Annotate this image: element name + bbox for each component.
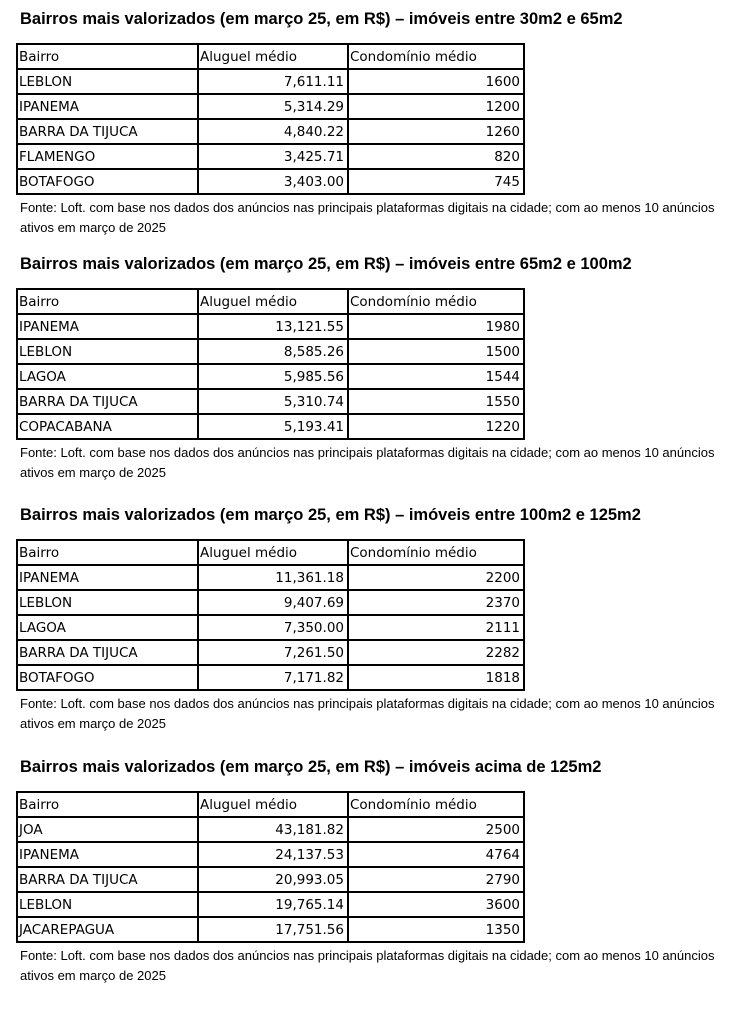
header-aluguel-medio: Aluguel médio [198,289,348,314]
cell-condominio-medio: 745 [348,169,524,194]
cell-bairro: COPACABANA [17,414,198,439]
cell-bairro: LAGOA [17,615,198,640]
header-aluguel-medio: Aluguel médio [198,540,348,565]
cell-bairro: LEBLON [17,69,198,94]
cell-bairro: LAGOA [17,364,198,389]
cell-bairro: IPANEMA [17,842,198,867]
cell-aluguel-medio: 5,193.41 [198,414,348,439]
cell-aluguel-medio: 4,840.22 [198,119,348,144]
cell-aluguel-medio: 7,261.50 [198,640,348,665]
table-row [17,94,524,119]
header-condominio-medio: Condomínio médio [348,289,524,314]
section-title: Bairros mais valorizados (em março 25, em R$) – imóveis entre 30m2 e 65m2 [20,10,623,28]
cell-condominio-medio: 3600 [348,892,524,917]
table-section [20,9,730,238]
source-note: Fonte: Loft. com base nos dados dos anúncios nas principais plataformas digitais na cidade; com ao menos 10 anúncios ativos em março de 2025 [20,948,715,983]
table-row [17,917,524,942]
cell-aluguel-medio: 17,751.56 [198,917,348,942]
rent-table [16,539,525,691]
cell-bairro: BARRA DA TIJUCA [17,640,198,665]
cell-condominio-medio: 2282 [348,640,524,665]
table-header-row [17,289,524,314]
table-row [17,389,524,414]
cell-aluguel-medio: 9,407.69 [198,590,348,615]
table-row [17,314,524,339]
table-row [17,665,524,690]
cell-bairro: IPANEMA [17,94,198,119]
cell-condominio-medio: 1818 [348,665,524,690]
cell-condominio-medio: 1980 [348,314,524,339]
table-row [17,590,524,615]
table-row [17,339,524,364]
cell-bairro: LEBLON [17,590,198,615]
header-condominio-medio: Condomínio médio [348,792,524,817]
cell-condominio-medio: 1550 [348,389,524,414]
rent-table [16,43,525,195]
cell-condominio-medio: 2500 [348,817,524,842]
cell-aluguel-medio: 19,765.14 [198,892,348,917]
table-row [17,565,524,590]
header-condominio-medio: Condomínio médio [348,44,524,69]
cell-condominio-medio: 2370 [348,590,524,615]
header-aluguel-medio: Aluguel médio [198,44,348,69]
table-row [17,892,524,917]
cell-aluguel-medio: 5,985.56 [198,364,348,389]
cell-bairro: FLAMENGO [17,144,198,169]
cell-bairro: JACAREPAGUA [17,917,198,942]
rent-table [16,791,525,943]
cell-aluguel-medio: 8,585.26 [198,339,348,364]
cell-aluguel-medio: 3,403.00 [198,169,348,194]
cell-bairro: IPANEMA [17,565,198,590]
table-row [17,119,524,144]
header-bairro: Bairro [17,792,198,817]
cell-bairro: BARRA DA TIJUCA [17,867,198,892]
table-row [17,640,524,665]
header-aluguel-medio: Aluguel médio [198,792,348,817]
cell-bairro: BARRA DA TIJUCA [17,119,198,144]
source-note: Fonte: Loft. com base nos dados dos anúncios nas principais plataformas digitais na cidade; com ao menos 10 anúncios ativos em março de 2025 [20,696,715,731]
cell-aluguel-medio: 24,137.53 [198,842,348,867]
cell-bairro: JOA [17,817,198,842]
cell-bairro: BOTAFOGO [17,665,198,690]
table-header-row [17,44,524,69]
cell-bairro: LEBLON [17,892,198,917]
cell-condominio-medio: 2200 [348,565,524,590]
cell-condominio-medio: 1600 [348,69,524,94]
cell-aluguel-medio: 5,314.29 [198,94,348,119]
section-title: Bairros mais valorizados (em março 25, em R$) – imóveis entre 65m2 e 100m2 [20,255,632,273]
cell-condominio-medio: 1260 [348,119,524,144]
cell-bairro: LEBLON [17,339,198,364]
table-row [17,615,524,640]
table-header-row [17,792,524,817]
table-row [17,169,524,194]
rent-table [16,288,525,440]
table-row [17,144,524,169]
cell-condominio-medio: 1200 [348,94,524,119]
cell-aluguel-medio: 7,611.11 [198,69,348,94]
cell-aluguel-medio: 43,181.82 [198,817,348,842]
cell-condominio-medio: 2111 [348,615,524,640]
cell-aluguel-medio: 3,425.71 [198,144,348,169]
cell-aluguel-medio: 7,350.00 [198,615,348,640]
cell-condominio-medio: 4764 [348,842,524,867]
table-section [20,505,730,734]
cell-aluguel-medio: 20,993.05 [198,867,348,892]
cell-aluguel-medio: 11,361.18 [198,565,348,590]
cell-condominio-medio: 2790 [348,867,524,892]
section-title: Bairros mais valorizados (em março 25, em R$) – imóveis entre 100m2 e 125m2 [20,506,641,524]
cell-bairro: IPANEMA [17,314,198,339]
table-row [17,414,524,439]
cell-condominio-medio: 820 [348,144,524,169]
cell-aluguel-medio: 7,171.82 [198,665,348,690]
cell-condominio-medio: 1350 [348,917,524,942]
cell-condominio-medio: 1500 [348,339,524,364]
table-header-row [17,540,524,565]
source-note: Fonte: Loft. com base nos dados dos anúncios nas principais plataformas digitais na cidade; com ao menos 10 anúncios ativos em março de 2025 [20,200,715,235]
table-row [17,69,524,94]
table-section [20,757,730,986]
table-section [20,254,730,483]
table-row [17,842,524,867]
section-title: Bairros mais valorizados (em março 25, em R$) – imóveis acima de 125m2 [20,758,602,776]
table-row [17,867,524,892]
cell-aluguel-medio: 5,310.74 [198,389,348,414]
cell-condominio-medio: 1544 [348,364,524,389]
cell-condominio-medio: 1220 [348,414,524,439]
header-bairro: Bairro [17,289,198,314]
cell-aluguel-medio: 13,121.55 [198,314,348,339]
cell-bairro: BARRA DA TIJUCA [17,389,198,414]
source-note: Fonte: Loft. com base nos dados dos anúncios nas principais plataformas digitais na cidade; com ao menos 10 anúncios ativos em março de 2025 [20,445,715,480]
cell-bairro: BOTAFOGO [17,169,198,194]
header-condominio-medio: Condomínio médio [348,540,524,565]
table-row [17,817,524,842]
header-bairro: Bairro [17,540,198,565]
table-row [17,364,524,389]
header-bairro: Bairro [17,44,198,69]
